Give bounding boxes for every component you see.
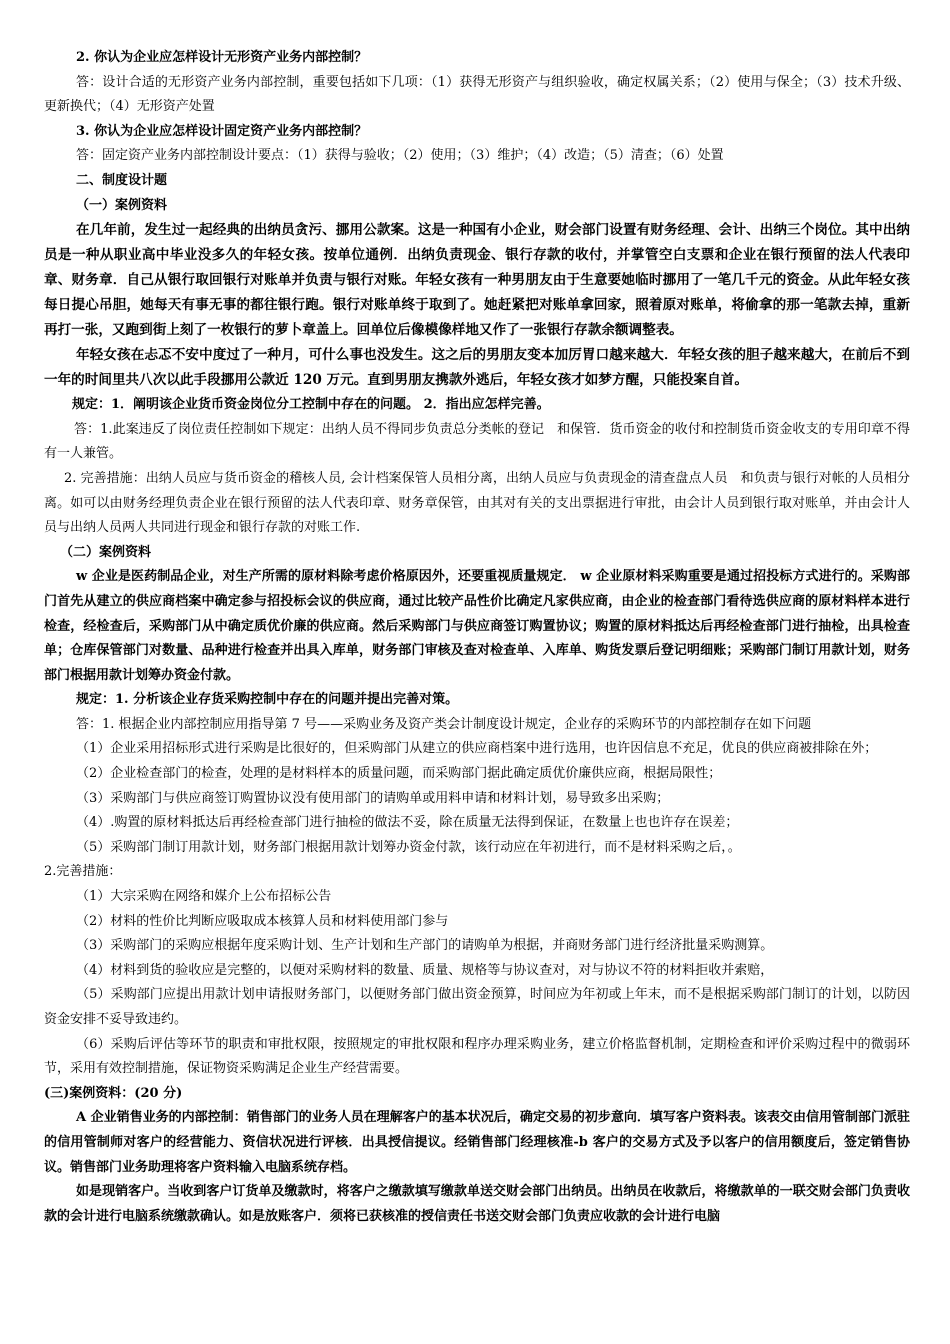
case-2-problem-1: （1）企业采用招标形式进行采购是比很好的，但采购部门从建立的供应商档案中进行选用，也许因信息不充足，优良的供应商被排除在外； xyxy=(76,741,878,757)
answer-2: 答：设计合适的无形资产业务内部控制，重要包括如下几项：（1）获得无形资产与组织验收，确定权属关系；（2）使用与保全；（3）技术升级、更新换代；（4）无形资产处置 xyxy=(44,74,910,115)
case-2-problem-3: （3）采购部门与供应商签订购置协议没有使用部门的请购单或用料申请和材料计划，易导致多出采购； xyxy=(76,790,670,806)
case-2-measure-4: （4）材料到货的验收应是完整的，以便对采购材料的数量、质量、规格等与协议查对，对与协议不符的材料拒收并索赔， xyxy=(76,962,774,978)
case-2-measure-5: （5）采购部门应提出用款计划申请报财务部门，以便财务部门做出资金预算，时间应为年初或上年末，而不是根据采购部门制订的计划，以防因资金安排不妥导致违约。 xyxy=(44,987,910,1027)
case-2-problem-5: （5）采购部门制订用款计划，财务部门根据用款计划筹办资金付款，该行动应在年初进行，而不是材料采购之后，。 xyxy=(76,839,741,855)
case-2-requirement: 规定：1. 分析该企业存货采购控制中存在的问题并提出完善对策。 xyxy=(76,692,459,708)
case-1-answer-1: 答：1.此案违反了岗位责任控制如下规定：出纳人员不得同步负责总分类帐的登记 和保管．货币资金的收付和控制货币资金收支的专用印章不得有一人兼管。 xyxy=(44,421,910,462)
case-2-problem-2: （2）企业检查部门的检查，处理的是材料样本的质量问题，而采购部门据此确定质优价廉供应商，根据局限性； xyxy=(76,766,722,782)
question-2: 2. 你认为企业应怎样设计无形资产业务内部控制？ xyxy=(76,50,368,65)
case-3-text-2: 如是现销客户。当收到客户订货单及缴款时，将客户之缴款填写缴款单送交财会部门出纳员。出纳员在收款后，将缴款单的一联交财会部门负责收款的会计进行电脑系统缴款确认。如是放账客户．须将已获核准的授信责任书送交财会部门负责应收款的会计进行电脑 xyxy=(44,1184,910,1224)
case-2-measure-6: （6）采购后评估等环节的职责和审批权限，按照规定的审批权限和程序办理采购业务，建立价格监督机制，定期检查和评价采购过程中的微弱环节，采用有效控制措施，保证物资采购满足企业生产经营需要。 xyxy=(44,1036,910,1077)
case-1-text: 在几年前，发生过一起经典的出纳员贪污、挪用公款案。这是一种国有小企业，财会部门设置有财务经理、会计、出纳三个岗位。其中出纳员是一种从职业高中毕业没多久的年轻女孩。按单位通例．出纳负责现金、银行存款的收付，并掌管空白支票和企业在银行预留的法人代表印章、财务章．自己从银行取回银行对账单并负责与银行对账。年轻女孩有一种男朋友由于生意要她临时挪用了一笔几千元的资金。从此年轻女孩每日提心吊胆，她每天有事无事的都往银行跑。银行对账单终于取到了。她赶紧把对账单拿回家，照着原对账单，将偷拿的那一笔款去掉，重新再打一张，又跑到街上刻了一枚银行的萝卜章盖上。回单位后像模像样地又作了一张银行存款余额调整表。 xyxy=(44,222,910,339)
case-3-text: A 企业销售业务的内部控制：销售部门的业务人员在理解客户的基本状况后，确定交易的初步意向．填写客户资料表。该表交由信用管制部门派驻的信用管制师对客户的经营能力、资信状况进行评核．出具授信提议。经销售部门经理核准-b 客户的交易方式及予以客户的信用额度后，签定销售协议。销售部门业务助理将客户资料输入电脑系统存档。 xyxy=(44,1110,910,1175)
case-1-heading: （一）案例资料 xyxy=(76,197,168,213)
case-1-answer-2: 2. 完善措施：出纳人员应与货币资金的稽核人员, 会计档案保管人员相分离，出纳人员应与负责现金的清查盘点人员 和负责与银行对帐的人员相分离。如可以由财务经理负责企业在银行预留的法人代表印章、财务章保管，由其对有关的支出票据进行审批，由会计人员到银行取对账单，并由会计人员与出纳人员两人共同进行现金和银行存款的对账工作. xyxy=(44,470,910,536)
case-2-text: w 企业是医药制品企业，对生产所需的原材料除考虑价格原因外，还要重视质量规定． w 企业原材料采购重要是通过招投标方式进行的。采购部门首先从建立的供应商档案中确定参与招投标会议的供应商，通过比较产品性价比确定凡家供应商，由企业的检查部门看待选供应商的原材料样本进行检查，经检查后，采购部门从中确定质优价廉的供应商。然后采购部门与供应商签订购置协议；购置的原材料抵达后再经检查部门进行抽检，出具检查单；仓库保管部门对数量、品种进行检查并出具入库单，财务部门审核及查对检查单、入库单、购货发票后登记明细账；采购部门制订用款计划，财务部门根据用款计划筹办资金付款。 xyxy=(44,569,910,683)
case-3-heading: (三)案例资料：(20 分) xyxy=(44,1085,183,1101)
case-1-text-2: 年轻女孩在忐忑不安中度过了一种月，可什么事也没发生。这之后的男朋友变本加厉胃口越来越大．年轻女孩的胆子越来越大，在前后不到一年的时间里共八次以此手段挪用公款近 120 万元。直到男朋友携款外逃后，年轻女孩才如梦方醒，只能投案自首。 xyxy=(44,347,910,389)
case-2-measure-1: （1）大宗采购在网络和媒介上公布招标公告 xyxy=(76,889,332,905)
case-2-heading: （二）案例资料 xyxy=(60,544,152,560)
case-2-measure-3: （3）采购部门的采购应根据年度采购计划、生产计划和生产部门的请购单为根据，并商财务部门进行经济批量采购测算。 xyxy=(76,938,774,954)
case-2-measure-2: （2）材料的性价比判断应吸取成本核算人员和材料使用部门参与 xyxy=(76,913,449,929)
section-heading: 二、制度设计题 xyxy=(76,172,168,188)
case-2-answer-2: 2.完善措施： xyxy=(44,864,122,880)
answer-3: 答：固定资产业务内部控制设计要点：（1）获得与验收；（2）使用；（3）维护；（4）改造；（5）清查；（6）处置 xyxy=(76,148,724,164)
case-2-problem-4: （4）.购置的原材料抵达后再经检查部门进行抽检的做法不妥，除在质量无法得到保证，在数量上也也许存在误差； xyxy=(76,815,739,831)
case-2-answer-1: 答：1. 根据企业内部控制应用指导第 7 号——采购业务及资产类会计制度设计规定，企业存的采购环节的内部控制存在如下问题 xyxy=(76,716,812,732)
case-1-requirement: 规定：1．阐明该企业货币资金岗位分工控制中存在的问题。 2．指出应怎样完善。 xyxy=(72,397,550,413)
question-3: 3. 你认为企业应怎样设计固定资产业务内部控制？ xyxy=(76,123,368,139)
